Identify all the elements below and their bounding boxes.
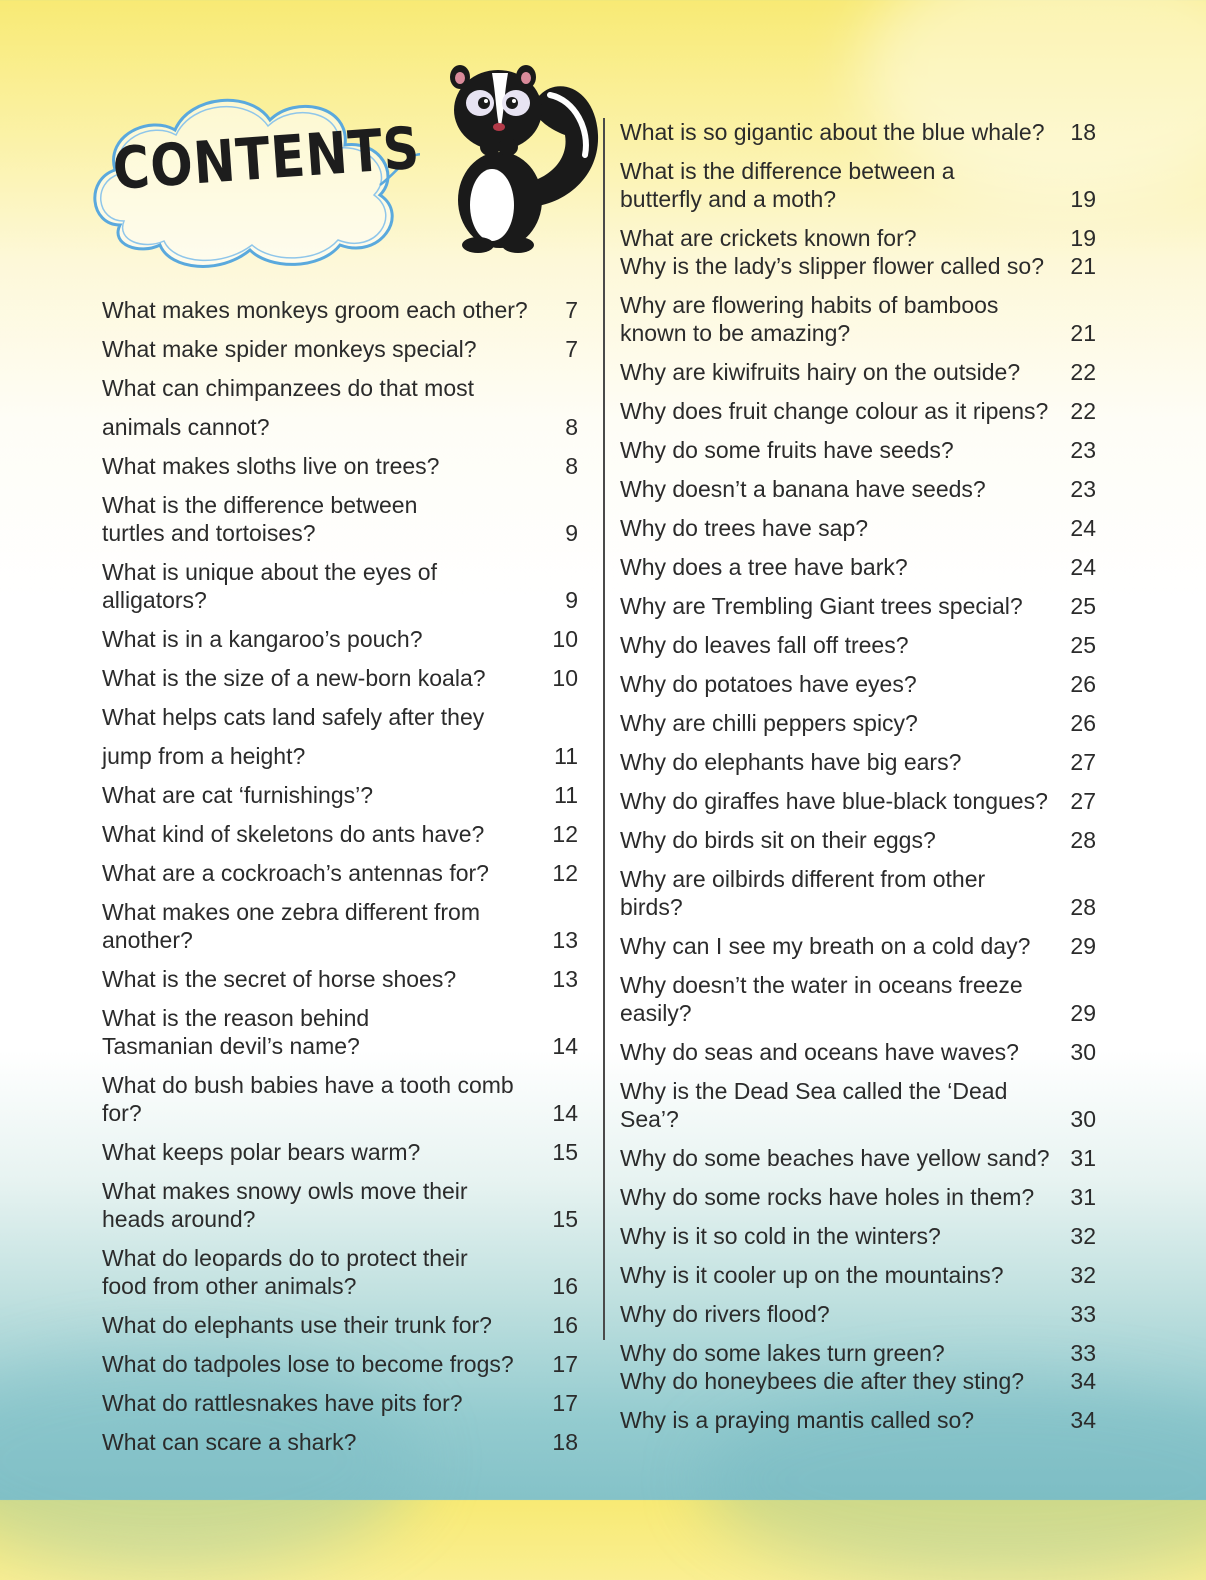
- toc-entry[interactable]: [620, 553, 1096, 581]
- toc-entry[interactable]: [620, 475, 1096, 503]
- toc-question: Why is it cooler up on the mountains?: [620, 1262, 1004, 1288]
- toc-question: What is the difference between turtles and tortoises?: [102, 492, 418, 546]
- toc-page-number: 27: [1070, 749, 1096, 775]
- toc-entry[interactable]: [620, 932, 1096, 960]
- toc-page-number: 8: [565, 414, 578, 440]
- toc-question: What keeps polar bears warm?: [102, 1139, 421, 1165]
- toc-question: Why do seas and oceans have waves?: [620, 1039, 1019, 1065]
- toc-page-number: 32: [1070, 1223, 1096, 1249]
- toc-entry[interactable]: [620, 631, 1096, 659]
- toc-page-number: 9: [565, 587, 578, 613]
- toc-question: What can chimpanzees do that most: [102, 375, 475, 401]
- toc-page-number: 14: [552, 1033, 578, 1059]
- toc-page-number: 32: [1070, 1262, 1096, 1288]
- toc-question: Why do some lakes turn green?: [620, 1340, 945, 1366]
- toc-question: What make spider monkeys special?: [102, 336, 477, 362]
- toc-entry[interactable]: [620, 1261, 1096, 1289]
- toc-page-number: 11: [554, 743, 578, 769]
- toc-entry[interactable]: [620, 670, 1096, 698]
- toc-page-number: 14: [552, 1100, 578, 1126]
- toc-question: What are a cockroach’s antennas for?: [102, 860, 489, 886]
- toc-page-number: 34: [1070, 1407, 1096, 1433]
- toc-question: Why are chilli peppers spicy?: [620, 710, 918, 736]
- toc-page-number: 12: [552, 860, 578, 886]
- toc-page-number: 29: [1070, 933, 1096, 959]
- toc-entry[interactable]: [620, 1406, 1096, 1434]
- toc-entry[interactable]: [102, 1350, 578, 1378]
- toc-question: What do elephants use their trunk for?: [102, 1312, 492, 1338]
- toc-entry[interactable]: [620, 358, 1096, 386]
- column-divider: [603, 118, 605, 1340]
- page-title: CONTENTS: [110, 113, 423, 203]
- toc-entry[interactable]: [620, 1222, 1096, 1250]
- toc-page-number: 30: [1070, 1039, 1096, 1065]
- toc-page-number: 33: [1070, 1340, 1096, 1366]
- toc-question: What is the reason behind Tasmanian devil’s name?: [102, 1005, 370, 1059]
- toc-page-number: 33: [1070, 1301, 1096, 1327]
- toc-question: Why is the lady’s slipper flower called so?: [620, 253, 1044, 279]
- toc-entry[interactable]: [620, 1077, 1096, 1133]
- toc-question: Why do giraffes have blue-black tongues?: [620, 788, 1048, 814]
- toc-entry[interactable]: [620, 1183, 1096, 1211]
- toc-page-number: 21: [1070, 253, 1096, 279]
- toc-question: animals cannot?: [102, 414, 270, 440]
- toc-entry[interactable]: [102, 296, 578, 324]
- toc-question: Why do leaves fall off trees?: [620, 632, 909, 658]
- toc-question: What is the secret of horse shoes?: [102, 966, 457, 992]
- toc-page-number: 16: [552, 1273, 578, 1299]
- contents-header: [80, 55, 610, 255]
- toc-page-number: 10: [552, 665, 578, 691]
- toc-question: Why do honeybees die after they sting?: [620, 1368, 1025, 1394]
- toc-page-number: 24: [1070, 515, 1096, 541]
- toc-question: What can scare a shark?: [102, 1429, 357, 1455]
- toc-question: What is the size of a new-born koala?: [102, 665, 486, 691]
- toc-question: What are cat ‘furnishings’?: [102, 782, 374, 808]
- toc-entry[interactable]: [102, 965, 578, 993]
- toc-entry[interactable]: [620, 971, 1096, 1027]
- toc-page-number: 28: [1070, 827, 1096, 853]
- toc-question: jump from a height?: [102, 743, 306, 769]
- toc-page-number: 7: [565, 297, 578, 323]
- toc-page-number: 26: [1070, 671, 1096, 697]
- toc-page-number: 23: [1070, 437, 1096, 463]
- toc-page-number: 25: [1070, 632, 1096, 658]
- toc-question: Why does fruit change colour as it ripens?: [620, 398, 1049, 424]
- toc-page-number: 18: [1070, 119, 1096, 145]
- toc-entry[interactable]: [102, 781, 578, 809]
- toc-entry[interactable]: [102, 491, 578, 547]
- toc-entry[interactable]: [102, 859, 578, 887]
- toc-page-number: 10: [552, 626, 578, 652]
- toc-question: Why are flowering habits of bamboos known to be amazing?: [620, 292, 999, 346]
- toc-entry[interactable]: [102, 335, 578, 363]
- toc-entry[interactable]: [102, 1138, 578, 1166]
- toc-page-number: 18: [552, 1429, 578, 1455]
- toc-entry[interactable]: [620, 592, 1096, 620]
- toc-entry[interactable]: [620, 291, 1096, 347]
- toc-question: Why is it so cold in the winters?: [620, 1223, 941, 1249]
- toc-page-number: 22: [1070, 398, 1096, 424]
- toc-page-number: 13: [552, 927, 578, 953]
- toc-question: What makes monkeys groom each other?: [102, 297, 528, 323]
- toc-question: What kind of skeletons do ants have?: [102, 821, 485, 847]
- toc-entry[interactable]: [620, 1339, 1096, 1367]
- toc-entry[interactable]: [620, 397, 1096, 425]
- toc-entry[interactable]: [102, 664, 578, 692]
- toc-question: Why are kiwifruits hairy on the outside?: [620, 359, 1021, 385]
- toc-page-number: 19: [1070, 225, 1096, 251]
- toc-page-number: 26: [1070, 710, 1096, 736]
- toc-question: Why do elephants have big ears?: [620, 749, 962, 775]
- toc-entry[interactable]: [620, 118, 1096, 146]
- toc-question: What is unique about the eyes of alligators?: [102, 559, 437, 613]
- toc-page-number: 25: [1070, 593, 1096, 619]
- contents-column-left: [102, 296, 578, 1456]
- toc-entry[interactable]: [620, 436, 1096, 464]
- toc-entry[interactable]: [620, 826, 1096, 854]
- toc-page-number: 15: [552, 1206, 578, 1232]
- toc-entry[interactable]: [102, 413, 578, 441]
- toc-page-number: 22: [1070, 359, 1096, 385]
- toc-page-number: 8: [565, 453, 578, 479]
- toc-question: Why is a praying mantis called so?: [620, 1407, 975, 1433]
- toc-entry[interactable]: [620, 748, 1096, 776]
- toc-question: What makes one zebra different from another?: [102, 899, 480, 953]
- toc-page-number: 31: [1070, 1184, 1096, 1210]
- toc-entry[interactable]: [102, 1311, 578, 1339]
- toc-question: Why doesn’t a banana have seeds?: [620, 476, 986, 502]
- toc-question: Why do trees have sap?: [620, 515, 869, 541]
- contents-column-right: [620, 118, 1096, 1434]
- toc-entry[interactable]: [620, 865, 1096, 921]
- toc-entry[interactable]: [102, 374, 578, 402]
- toc-page-number: 9: [565, 520, 578, 546]
- toc-question: What do tadpoles lose to become frogs?: [102, 1351, 514, 1377]
- toc-page-number: 7: [565, 336, 578, 362]
- toc-question: What do rattlesnakes have pits for?: [102, 1390, 463, 1416]
- toc-question: What helps cats land safely after they: [102, 704, 485, 730]
- toc-question: What are crickets known for?: [620, 225, 917, 251]
- toc-page-number: 12: [552, 821, 578, 847]
- toc-page-number: 17: [552, 1390, 578, 1416]
- toc-question: Why can I see my breath on a cold day?: [620, 933, 1031, 959]
- toc-entry[interactable]: [620, 157, 1096, 213]
- toc-entry[interactable]: [102, 1177, 578, 1233]
- toc-page-number: 27: [1070, 788, 1096, 814]
- toc-page-number: 34: [1070, 1368, 1096, 1394]
- toc-page-number: 13: [552, 966, 578, 992]
- toc-entry[interactable]: [102, 1389, 578, 1417]
- toc-page-number: 31: [1070, 1145, 1096, 1171]
- toc-question: What makes sloths live on trees?: [102, 453, 440, 479]
- toc-question: Why do some rocks have holes in them?: [620, 1184, 1035, 1210]
- toc-page-number: 30: [1070, 1106, 1096, 1132]
- toc-entry[interactable]: [102, 625, 578, 653]
- toc-question: Why do some fruits have seeds?: [620, 437, 954, 463]
- toc-page-number: 21: [1070, 320, 1096, 346]
- toc-question: Why are oilbirds different from other birds?: [620, 866, 986, 920]
- toc-question: What is so gigantic about the blue whale?: [620, 119, 1045, 145]
- skunk-illustration: [400, 55, 610, 255]
- toc-entry[interactable]: [102, 1071, 578, 1127]
- toc-entry[interactable]: [102, 1004, 578, 1060]
- toc-page-number: 15: [552, 1139, 578, 1165]
- toc-entry[interactable]: [102, 452, 578, 480]
- toc-page-number: 17: [552, 1351, 578, 1377]
- toc-question: What do bush babies have a tooth comb for?: [102, 1072, 514, 1126]
- toc-entry[interactable]: [102, 558, 578, 614]
- toc-entry[interactable]: [102, 742, 578, 770]
- toc-entry[interactable]: [620, 1144, 1096, 1172]
- toc-question: Why do birds sit on their eggs?: [620, 827, 936, 853]
- toc-entry[interactable]: [620, 787, 1096, 815]
- toc-page-number: 16: [552, 1312, 578, 1338]
- toc-entry[interactable]: [102, 1428, 578, 1456]
- toc-question: Why doesn’t the water in oceans freeze easily?: [620, 972, 1023, 1026]
- toc-question: What do leopards do to protect their food from other animals?: [102, 1245, 468, 1299]
- toc-entry[interactable]: [102, 703, 578, 731]
- toc-page-number: 28: [1070, 894, 1096, 920]
- toc-entry[interactable]: [102, 820, 578, 848]
- toc-page-number: 23: [1070, 476, 1096, 502]
- toc-question: What is in a kangaroo’s pouch?: [102, 626, 423, 652]
- toc-question: Why is the Dead Sea called the ‘Dead Sea’?: [620, 1078, 1008, 1132]
- toc-entry[interactable]: [620, 224, 1096, 252]
- toc-entry[interactable]: [620, 514, 1096, 542]
- toc-question: Why are Trembling Giant trees special?: [620, 593, 1023, 619]
- toc-entry[interactable]: [620, 1038, 1096, 1066]
- toc-entry[interactable]: [102, 898, 578, 954]
- toc-page-number: 11: [554, 782, 578, 808]
- toc-entry[interactable]: [620, 1367, 1096, 1395]
- toc-question: Why do potatoes have eyes?: [620, 671, 917, 697]
- toc-question: Why do rivers flood?: [620, 1301, 830, 1327]
- toc-entry[interactable]: [620, 252, 1096, 280]
- toc-question: Why does a tree have bark?: [620, 554, 908, 580]
- toc-question: What makes snowy owls move their heads around?: [102, 1178, 468, 1232]
- toc-entry[interactable]: [102, 1244, 578, 1300]
- toc-question: Why do some beaches have yellow sand?: [620, 1145, 1050, 1171]
- toc-page-number: 29: [1070, 1000, 1096, 1026]
- toc-question: What is the difference between a butterfly and a moth?: [620, 158, 955, 212]
- toc-entry[interactable]: [620, 709, 1096, 737]
- toc-page-number: 24: [1070, 554, 1096, 580]
- toc-entry[interactable]: [620, 1300, 1096, 1328]
- toc-page-number: 19: [1070, 186, 1096, 212]
